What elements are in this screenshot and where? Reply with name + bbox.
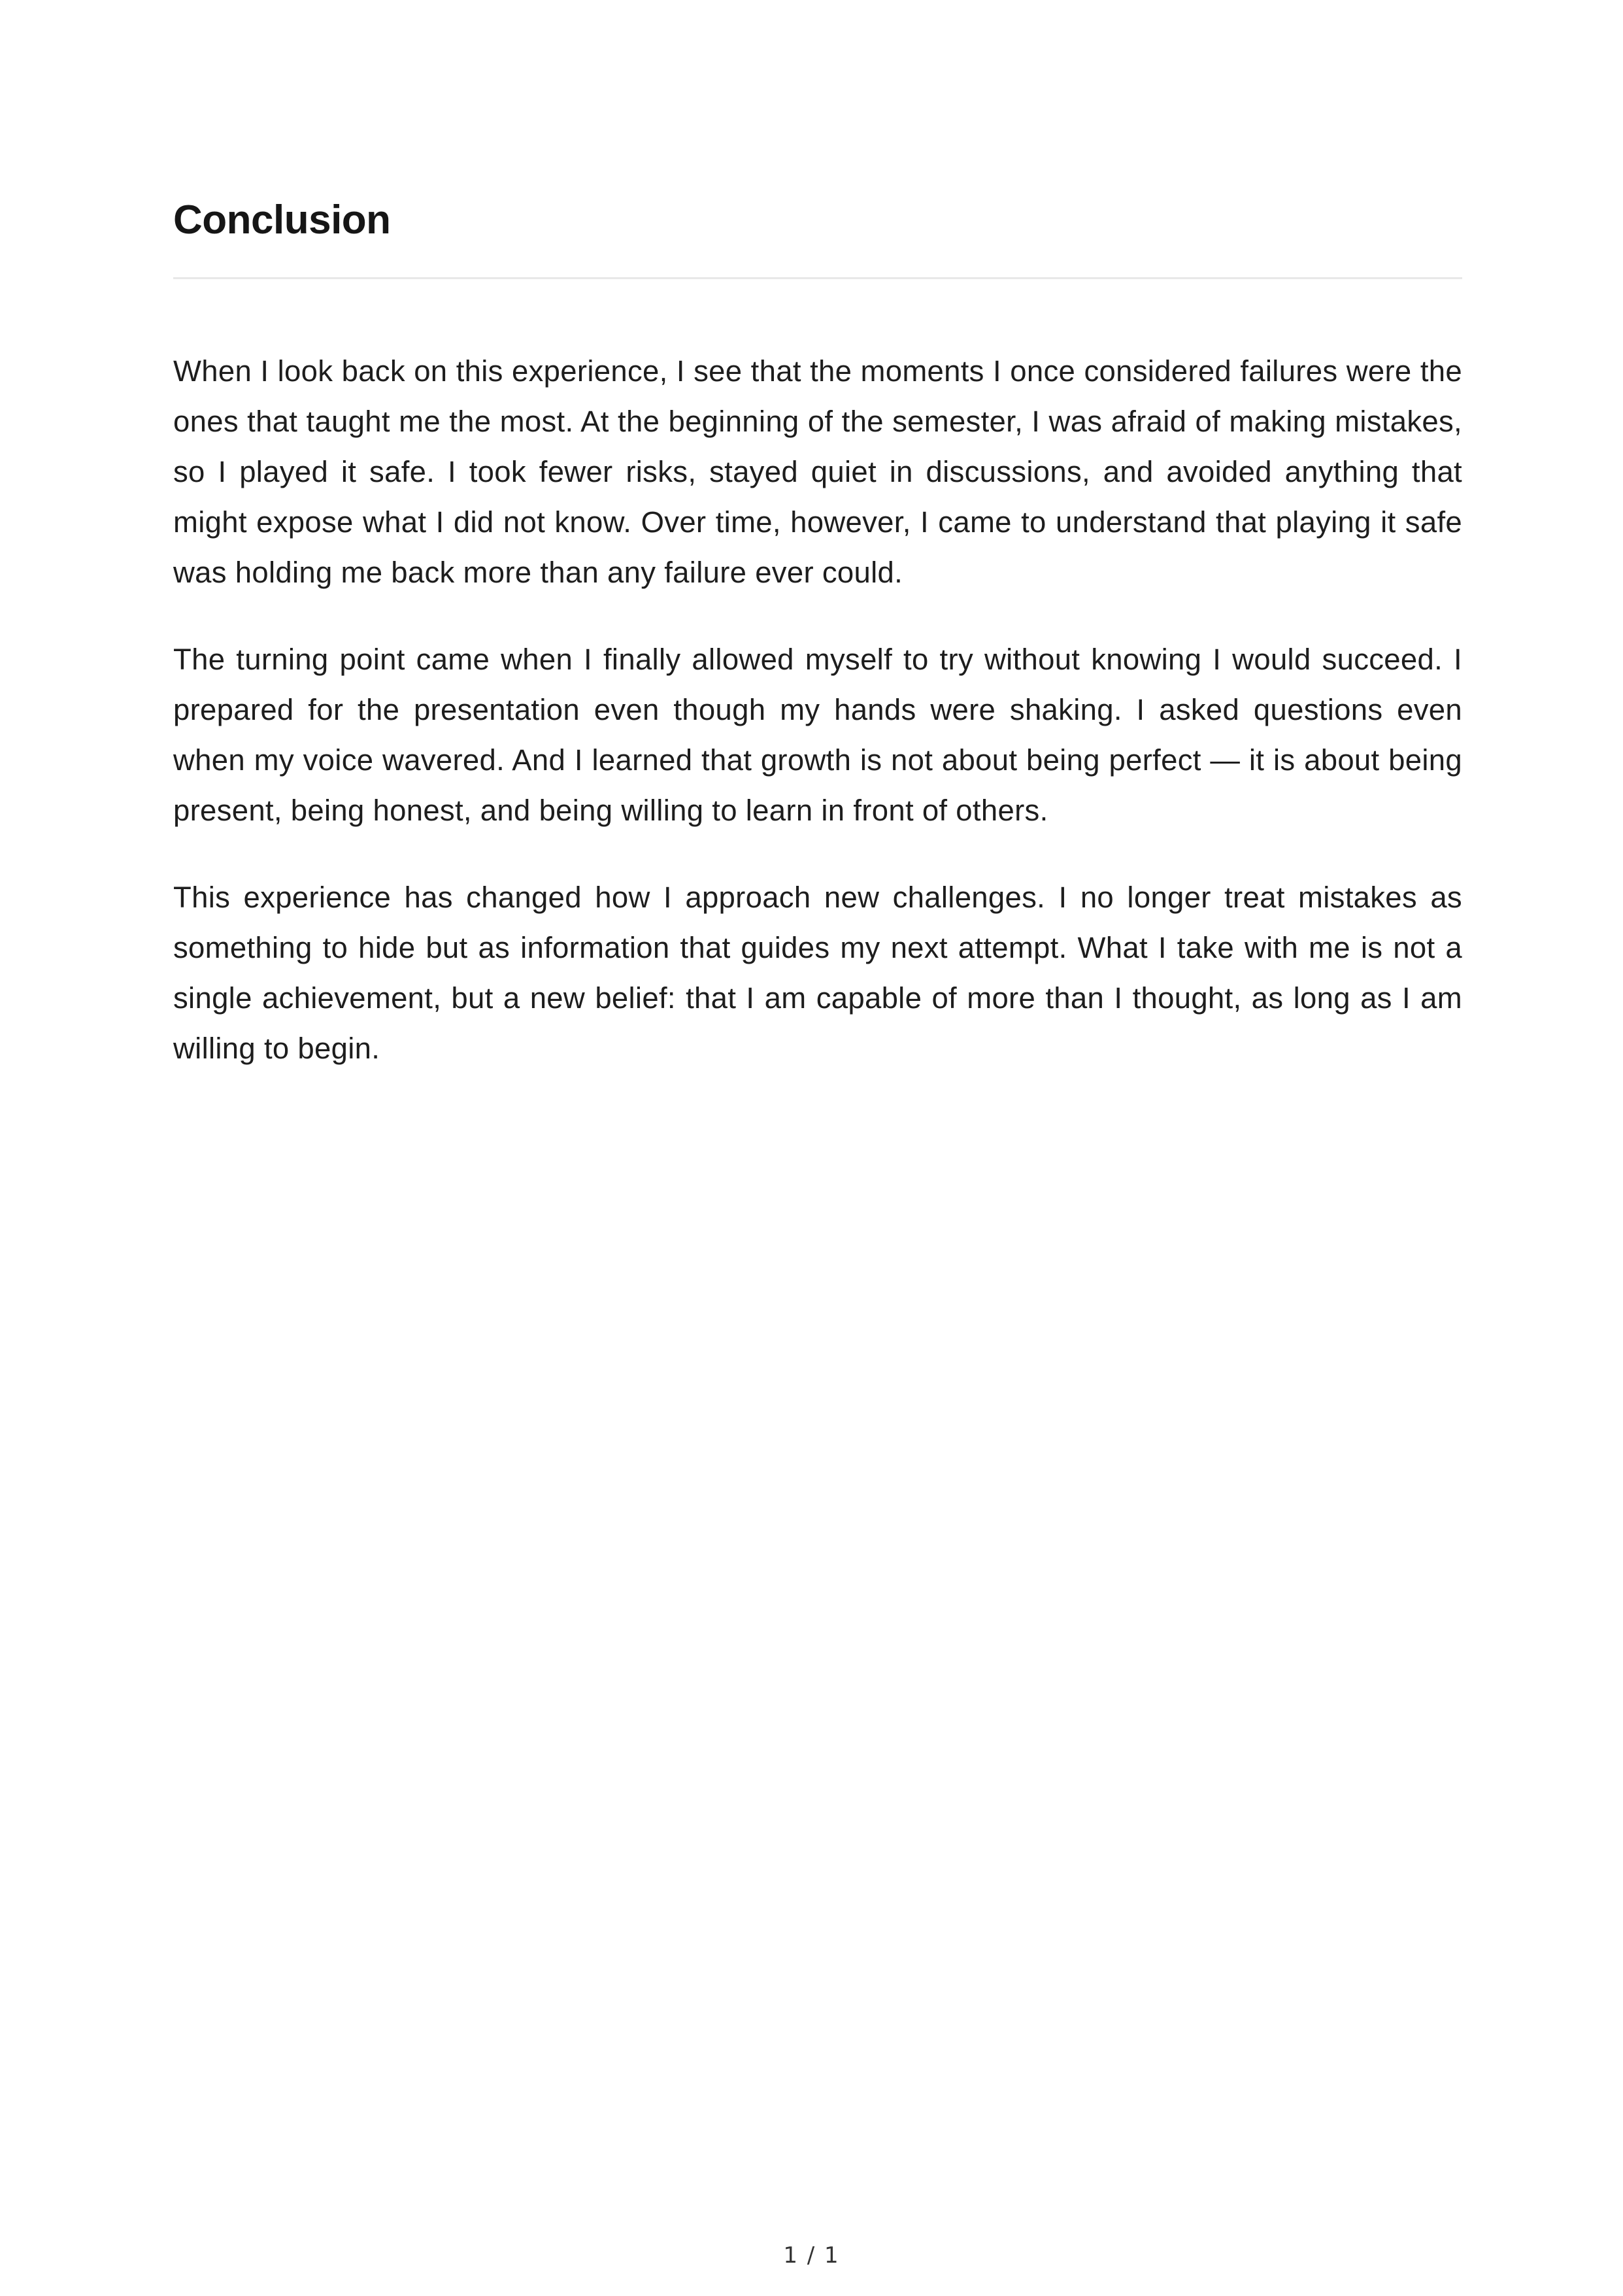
page-number: 1 / 1 (783, 2242, 840, 2269)
paragraph-3: This experience has changed how I approach new challenges. I no longer treat mistakes as something to hide but as information that guides my next attempt. What I take with me is not a single achievement, but a new belief: that I am capable of more than I thought, as long as I am willing to begin. (173, 881, 1462, 1066)
title-divider (173, 277, 1462, 279)
paragraph-2: The turning point came when I finally allowed myself to try without knowing I would succeed. I prepared for the presentation even though my hands were shaking. I asked questions even when my voice wavered. And I learned that growth is not about being perfect — it is about being present, being honest, and being willing to learn in front of others. (173, 643, 1462, 828)
page-title: Conclusion (173, 197, 391, 243)
document-content (173, 196, 1462, 1073)
paragraph-1: When I look back on this experience, I see that the moments I once considered failures were the ones that taught me the most. At the beginning of the semester, I was afraid of making mistakes, so I played it safe. I took fewer risks, stayed quiet in discussions, and avoided anything that might expose what I did not know. Over time, however, I came to understand that playing it safe was holding me back more than any failure ever could. (173, 354, 1462, 590)
